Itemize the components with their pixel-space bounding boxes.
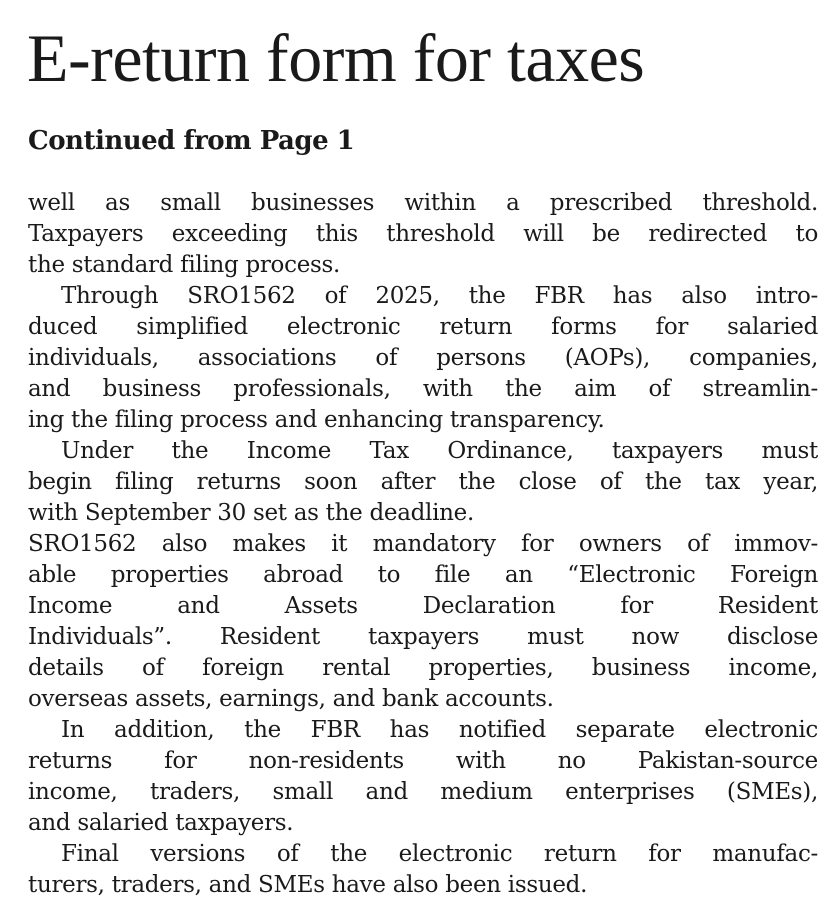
text-line: well as small businesses within a prescribed threshold. (28, 190, 818, 216)
text-line: ing the filing process and enhancing transparency. (28, 407, 605, 433)
article-body (28, 188, 818, 901)
text-line: details of foreign rental properties, business income, (28, 655, 818, 681)
article-paragraph (28, 188, 818, 281)
article-paragraph (28, 529, 818, 715)
text-line: Individuals”. Resident taxpayers must now disclose (28, 624, 818, 650)
text-line: In addition, the FBR has notified separate electronic (61, 717, 818, 743)
article-paragraph (28, 715, 818, 839)
text-line: turers, traders, and SMEs have also been issued. (28, 872, 588, 898)
text-line: and salaried taxpayers. (28, 810, 294, 836)
article-paragraph (28, 839, 818, 901)
text-line: Taxpayers exceeding this threshold will be redirected to (28, 221, 818, 247)
text-line: duced simplified electronic return forms for salaried (28, 314, 818, 340)
text-line: the standard filing process. (28, 252, 341, 278)
text-line: Through SRO1562 of 2025, the FBR has also intro- (61, 283, 818, 309)
text-line: Final versions of the electronic return for manufac- (61, 841, 818, 867)
text-line: income, traders, small and medium enterprises (SMEs), (28, 779, 818, 805)
text-line: and business professionals, with the aim of streamlin- (28, 376, 818, 402)
text-line: SRO1562 also makes it mandatory for owners of immov- (28, 531, 818, 557)
text-line: with September 30 set as the deadline. (28, 500, 474, 526)
article-paragraph (28, 436, 818, 529)
text-line: individuals, associations of persons (AOPs), companies, (28, 345, 818, 371)
text-line: Under the Income Tax Ordinance, taxpayers must (61, 438, 818, 464)
text-line: Income and Assets Declaration for Resident (28, 593, 818, 619)
text-line: able properties abroad to file an “Electronic Foreign (28, 562, 818, 588)
continued-from-label: Continued from Page 1 (28, 126, 355, 156)
text-line: begin filing returns soon after the close of the tax year, (28, 469, 818, 495)
article-headline: E-return form for taxes (27, 20, 645, 96)
text-line: overseas assets, earnings, and bank accounts. (28, 686, 554, 712)
article-paragraph (28, 281, 818, 436)
text-line: returns for non-residents with no Pakistan-source (28, 748, 818, 774)
